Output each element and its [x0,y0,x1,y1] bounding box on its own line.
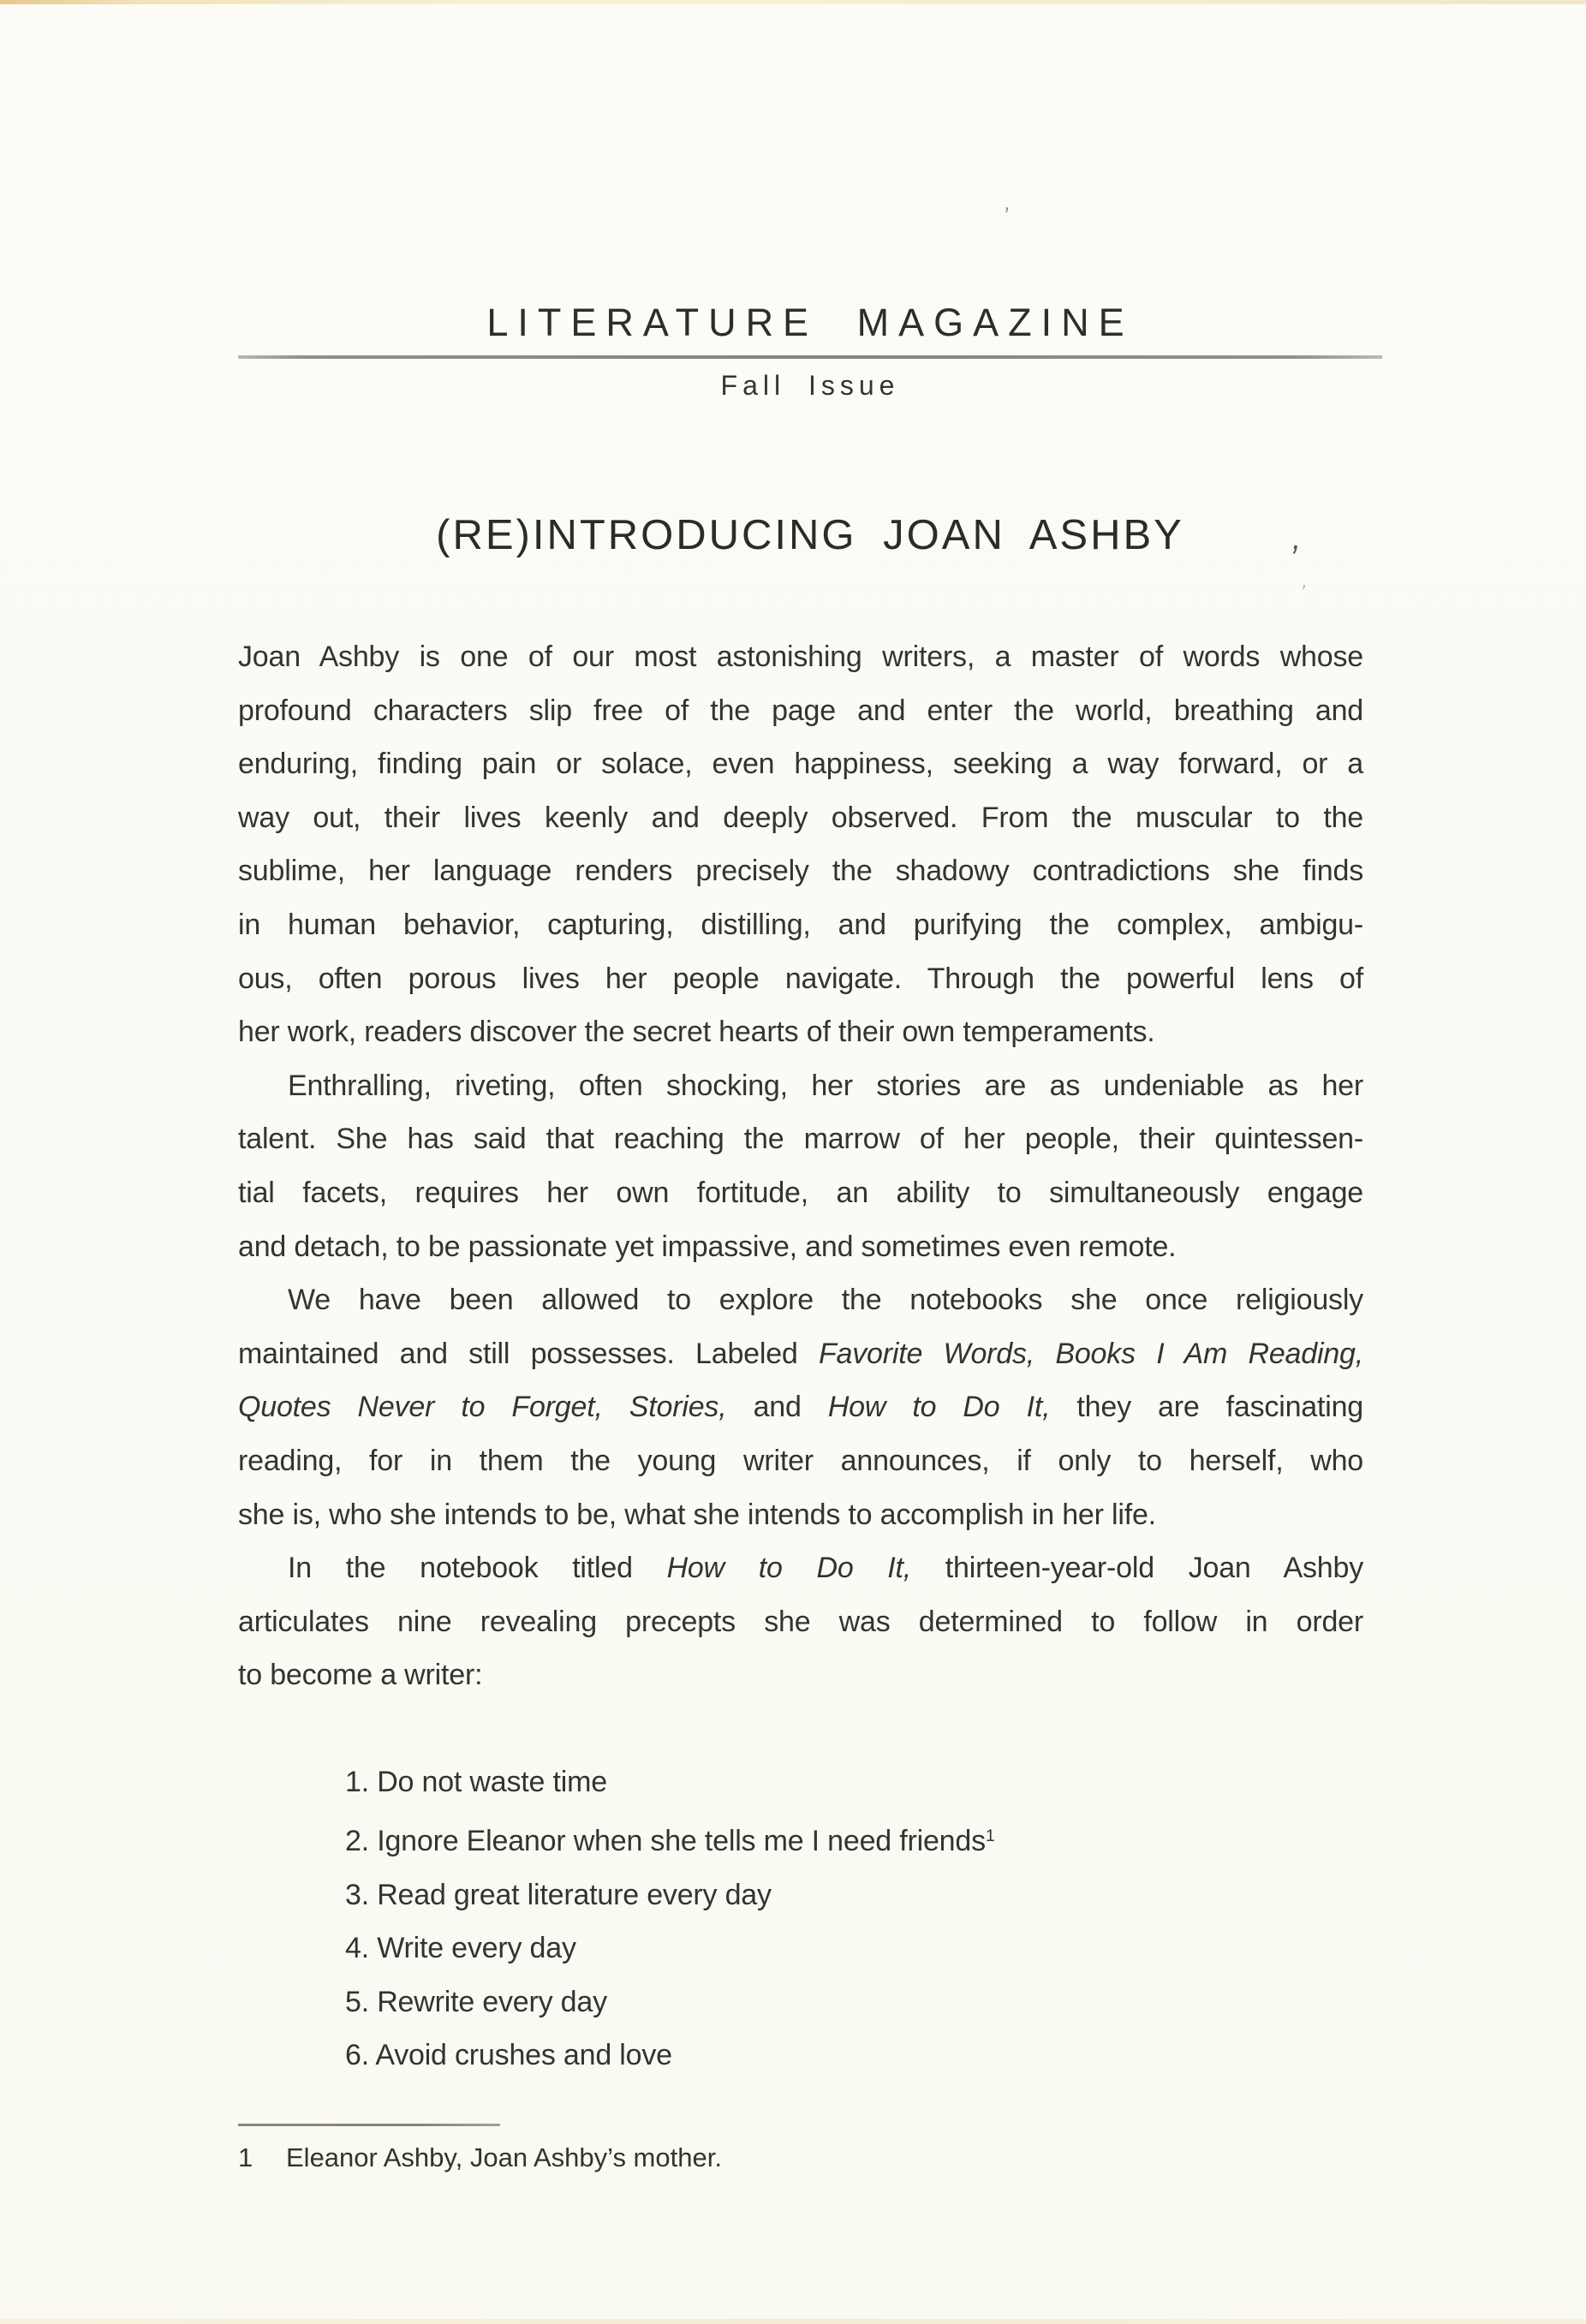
precept-list-item: 5. Rewrite every day [345,1985,607,2018]
precept-list-item: 6. Avoid crushes and love [345,2039,672,2072]
body-line: and detach, to be passionate yet impassive, and sometimes even remote. [238,1230,1177,1263]
masthead-rule [238,355,1382,359]
body-line: talent. She has said that reaching the marrow of her people, their quintessen- [238,1123,1363,1156]
footnote-marker: 1 [238,2142,253,2172]
ink-speck-2: ’ [1285,536,1302,580]
article-body [238,630,1363,2083]
body-line: to become a writer: [238,1659,483,1692]
scan-edge-artifact-bottom [0,2319,1586,2324]
body-line: We have been allowed to explore the notebooks she once religiously [288,1284,1363,1317]
body-line: enduring, finding pain or solace, even happiness, seeking a way forward, or a [238,748,1363,781]
footnote-text: Eleanor Ashby, Joan Ashby’s mother. [286,2142,722,2172]
precept-list-item: 4. Write every day [345,1932,576,1965]
footnote-rule [238,2124,500,2126]
precept-list-item: 2. Ignore Eleanor when she tells me I need friends$^1$ [345,1824,995,1857]
body-line: Quotes Never to Forget, Stories, and How to Do It, they are fascinating [238,1391,1364,1424]
blank-line [238,1702,1363,1756]
ink-speck-1: ’ [1001,201,1011,229]
footnote [238,2141,1363,2175]
body-line: her work, readers discover the secret hearts of their own temperaments. [238,1016,1155,1049]
article-title: (RE)INTRODUCING JOAN ASHBY [436,512,1184,558]
precept-list-item: 1. Do not waste time [345,1766,607,1799]
body-line: ous, often porous lives her people navigate. Through the powerful lens of [238,962,1363,995]
body-line: she is, who she intends to be, what she intends to accomplish in her life. [238,1498,1156,1531]
ink-speck-3: ’ [1297,580,1309,603]
footnote-area [238,2124,1363,2175]
precept-list-item: 3. Read great literature every day [345,1878,772,1911]
magazine-title: LITERATURE MAGAZINE [486,301,1134,344]
body-line: In the notebook titled How to Do It, thirteen-year-old Joan Ashby [288,1552,1364,1585]
scan-edge-artifact-top [0,0,1586,4]
body-line: way out, their lives keenly and deeply observed. From the muscular to the [238,801,1363,834]
body-line: in human behavior, capturing, distilling, and purifying the complex, ambigu- [238,908,1363,941]
body-line: Enthralling, riveting, often shocking, her stories are as undeniable as her [288,1069,1363,1102]
body-line: maintained and still possesses. Labeled Favorite Words, Books I Am Reading, [238,1337,1363,1370]
body-line: profound characters slip free of the page and enter the world, breathing and [238,694,1363,727]
body-line: reading, for in them the young writer announces, if only to herself, who [238,1444,1363,1477]
body-line: articulates nine revealing precepts she was determined to follow in order [238,1605,1363,1638]
issue-label: Fall Issue [720,370,900,401]
masthead [238,301,1382,401]
body-line: Joan Ashby is one of our most astonishing writers, a master of words whose [238,641,1363,673]
body-line: tial facets, requires her own fortitude, an ability to simultaneously engage [238,1176,1363,1209]
body-line: sublime, her language renders precisely the shadowy contradictions she finds [238,855,1363,888]
